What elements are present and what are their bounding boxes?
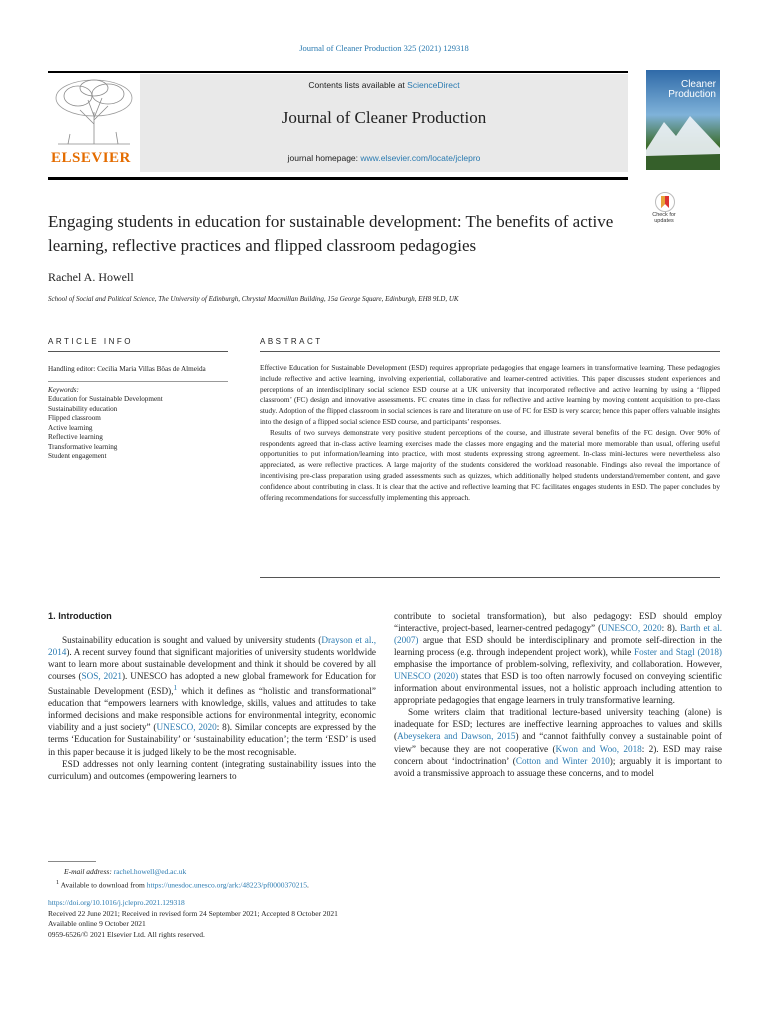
abstract-paragraph: Results of two surveys demonstrate very positive student perceptions of the course, and illustrate several benefits of the FC design. Over 90% of respondents agreed that in-class active learning exercises made the classes more engaging and the material more memorable than usual, offering useful opportunities to put information/learning into practice, with most students expressing strong agreement. In-class mini-lectures were nevertheless also appreciated, as were reflective practices. A large majority of the students considered the workload reasonable. Findings also reveal the importance of incentivising pre-class preparation using graded assessments such as quizzes, which additionally helped students understand/remember content, and gave confidence about contributing in class. It is clear that the active and reflective learning that FC facilitates engages students in ESD. The paper concludes by offering recommendations for successfully implementing this approach. [260, 427, 720, 502]
publisher-wordmark: ELSEVIER [51, 150, 131, 166]
masthead-banner [140, 74, 628, 172]
mountain-icon [646, 110, 720, 170]
article-info-heading: ARTICLE INFO [48, 337, 133, 346]
reference-link[interactable]: Kwon and Woo, 2018 [555, 743, 642, 754]
abstract-rule [260, 351, 720, 352]
handling-editor: Handling editor: Cecilia Maria Villas Bôas de Almeida [48, 365, 206, 373]
online-date: Available online 9 October 2021 [48, 919, 146, 928]
footnote-1: $^1$ Available to download from https://unesdoc.unesco.org/ark:/48223/pf0000370215. [56, 879, 309, 890]
body-paragraph: contribute to societal transformation), but also pedagogy: ESD should employ “interactive, project-based, learner-centred pedagogy” (UNESCO, 2020: 8). Barth et al. (2007) argue that ESD should be interdisciplinary and promote self-direction in the learning process (e.g. through independent project work), while Foster and Stagl (2018) emphasise the importance of problem-solving, reflexivity, and collaboration. However, UNESCO (2020) states that ESD is too often narrowly focused on conveying scientific information about environmental issues, not a holistic approach including attention to appropriate pedagogies that engage learners in truly transformative learning. [394, 611, 722, 706]
keyword-item[interactable]: Student engagement [48, 452, 107, 460]
footnotes [48, 866, 728, 891]
journal-title: Journal of Cleaner Production [281, 108, 487, 127]
unesco-link[interactable]: https://unesdoc.unesco.org/ark:/48223/pf0000370215 [146, 880, 307, 890]
keyword-item[interactable]: Transformative learning [48, 442, 118, 451]
journal-masthead [48, 74, 628, 172]
reference-link[interactable]: Cotton and Winter 2010 [515, 755, 610, 766]
author-affiliation: School of Social and Political Science, The University of Edinburgh, Chrystal Macmillan Building, 15a George Square, Edinburgh, EH8 9LD, UK [48, 295, 459, 303]
keyword-item[interactable]: Flipped classroom [48, 414, 101, 422]
info-divider [48, 381, 228, 382]
reference-link[interactable]: UNESCO (2020) [394, 671, 459, 682]
journal-cover-image[interactable] [646, 70, 720, 170]
reference-link[interactable]: Abeysekera and Dawson, 2015 [397, 731, 516, 742]
received-dates: Received 22 June 2021; Received in revised form 24 September 2021; Accepted 8 October 2021 [48, 908, 338, 918]
crossmark-icon [655, 192, 675, 212]
reference-link[interactable]: Barth et al. (2007) [394, 623, 722, 646]
abstract-body [260, 363, 720, 503]
abstract-paragraph: Effective Education for Sustainable Development (ESD) requires appropriate pedagogies that engage learners in transformative learning. These pedagogies include reflective and active learning, involving experiential, collaborative and learner-centred activities. This paper discusses student experiences and perceptions of an interdisciplinary social science ESD course at a UK university that incorporated reflective and active learning by using a ‘flipped classroom’ (FC) design and innovative assessments. FC creates time in class for reflective and active learning by moving content acquisition to pre-class study. Adoption of the flipped classroom in social sciences is rare and literature on use of FC for ESD is very scarce; hence this paper offers valuable insights into the design of a flipped social science ESD course, and participants’ responses. [260, 363, 720, 426]
copyright: 0959-6526/© 2021 Elsevier Ltd. All rights reserved. [48, 929, 205, 939]
masthead-bottom-rule [48, 177, 628, 180]
homepage-link[interactable]: www.elsevier.com/locate/jclepro [360, 153, 481, 163]
author-email-link[interactable]: rachel.howell@ed.ac.uk [113, 867, 187, 876]
article-info-panel [48, 365, 228, 462]
keyword-item[interactable]: Education for Sustainable Development [48, 395, 163, 403]
masthead-top-rule [48, 71, 628, 73]
reference-link[interactable]: Foster and Stagl (2018) [633, 647, 722, 658]
body-paragraph: ESD addresses not only learning content (integrating sustainability issues into the curriculum) and outcomes (empowering learners to [48, 758, 376, 781]
body-paragraph: Some writers claim that traditional lecture-based university teaching (alone) is inadequate for ESD; lectures are ineffective learning approaches to values and skills (Abeysekera and Dawson, 2015) and “cannot faithfully convey a sustainable point of view” because they are not cooperative (Kwon and Woo, 2018: 2). ESD may raise concern about ‘indoctrination’ (Cotton and Winter 2010); arguably it is important to avoid a transmissive approach to assuage these concerns, and to model [394, 707, 722, 778]
reference-link[interactable]: UNESCO, 2020 [601, 623, 662, 634]
tree-logo-icon [48, 74, 140, 148]
journal-citation[interactable]: Journal of Cleaner Production 325 (2021) 129318 [299, 43, 469, 53]
check-for-updates-button[interactable] [648, 192, 680, 228]
sciencedirect-link[interactable]: ScienceDirect [407, 80, 460, 90]
reference-link[interactable]: UNESCO, 2020 [156, 722, 217, 733]
abstract-bottom-rule [260, 577, 720, 578]
contents-line: Contents lists available at ScienceDirect [308, 80, 460, 90]
email-footnote: E-mail address: rachel.howell@ed.ac.uk [64, 867, 187, 876]
body-column-right [394, 610, 722, 779]
body-column-left [48, 610, 376, 782]
info-rule [48, 351, 228, 352]
keyword-item[interactable]: Reflective learning [48, 433, 103, 441]
crossmark-label: Check for updates [652, 212, 676, 224]
keyword-item[interactable]: Sustainability education [48, 404, 118, 413]
footnote-marker[interactable]: 1 [173, 683, 178, 693]
publication-info [48, 898, 728, 940]
elsevier-logo [48, 74, 140, 172]
cover-title: Cleaner Production [668, 79, 716, 100]
doi-link[interactable]: https://doi.org/10.1016/j.jclepro.2021.129318 [48, 898, 185, 907]
footnote-rule [48, 861, 96, 862]
reference-link[interactable]: Drayson et al., 2014 [48, 635, 376, 658]
section-heading-introduction: 1. Introduction [48, 611, 112, 621]
homepage-line: journal homepage: www.elsevier.com/locate/jclepro [287, 153, 481, 163]
keyword-item[interactable]: Active learning [48, 423, 93, 432]
body-paragraph: Sustainability education is sought and valued by university students (Drayson et al., 2014). A recent survey found that significant majorities of university students worldwide want to learn more about sustainable development and think it should be covered by all courses (SOS, 2021). UNESCO has adopted a new global framework for Education for Sustainable Development (ESD),$^1$ which it defines as “holistic and transformational” education that “empowers learners with knowledge, skills, values and attitudes to take informed decisions and make responsible actions for environmental integrity, economic viability and a just society” (UNESCO, 2020: 8). Similar concepts are expressed by the terms ‘Education for Sustainability’ or ‘sustainability education’; the term ‘ESD’ is used in this paper because it is judged likely to be the most recognisable. [48, 635, 376, 757]
article-title: Engaging students in education for sustainable development: The benefits of active learning, reflective practices and flipped classroom pedagogies [48, 212, 614, 255]
keywords-label: Keywords: [48, 385, 79, 394]
abstract-heading: ABSTRACT [260, 337, 323, 346]
author-name: Rachel A. Howell [48, 270, 134, 284]
reference-link[interactable]: SOS, 2021 [81, 671, 122, 682]
